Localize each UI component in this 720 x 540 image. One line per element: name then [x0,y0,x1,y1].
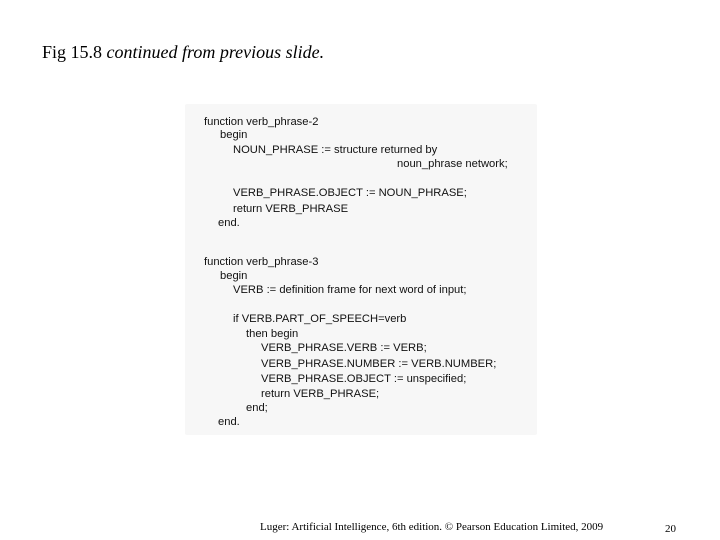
code-line: VERB_PHRASE.OBJECT := unspecified; [261,373,467,385]
code-line: function verb_phrase-2 [204,116,319,128]
slide-title [42,41,324,63]
code-figure [185,104,537,435]
code-line: begin [220,270,248,282]
code-line: VERB_PHRASE.NUMBER := VERB.NUMBER; [261,358,497,370]
slide-title-prefix: Fig 15.8 [42,42,107,62]
slide-title-italic: continued from previous slide. [106,42,325,62]
code-line: if VERB.PART_OF_SPEECH=verb [233,313,407,325]
code-line: NOUN_PHRASE := structure returned by [233,144,438,156]
code-line: noun_phrase network; [397,158,508,170]
code-line: VERB_PHRASE.VERB := VERB; [261,342,427,354]
code-line: end. [218,416,240,428]
code-line: end; [246,402,268,414]
code-line: return VERB_PHRASE; [261,388,380,400]
code-line: return VERB_PHRASE [233,203,349,215]
code-line: VERB_PHRASE.OBJECT := NOUN_PHRASE; [233,187,467,199]
page-number: 20 [665,523,676,535]
code-line: then begin [246,328,299,340]
code-line: begin [220,129,248,141]
code-line: VERB := definition frame for next word of input; [233,284,467,296]
code-line: end. [218,217,240,229]
code-line: function verb_phrase-3 [204,256,319,268]
footer-citation: Luger: Artificial Intelligence, 6th edition. © Pearson Education Limited, 2009 [260,521,604,533]
